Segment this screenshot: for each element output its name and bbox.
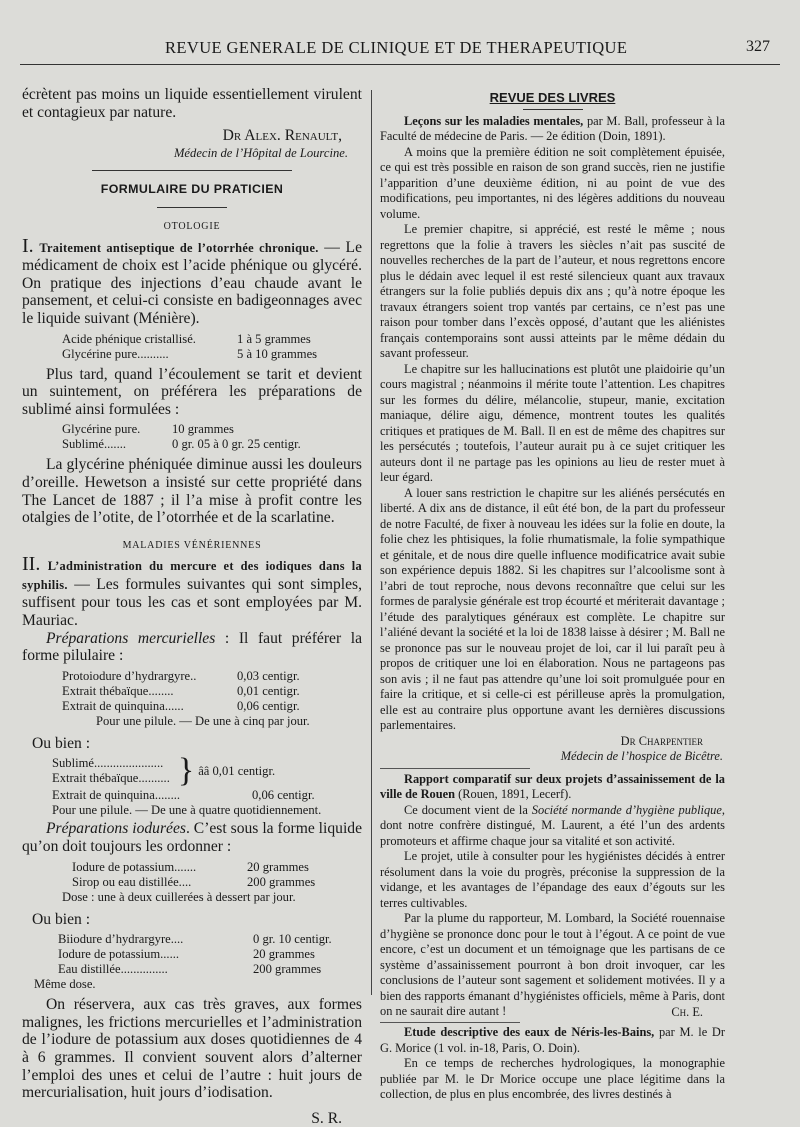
prescription-3: [62, 669, 362, 729]
prescription-1: [62, 332, 362, 362]
journal-title: REVUE GENERALE DE CLINIQUE ET DE THERAPEUTIQUE: [165, 38, 628, 57]
signature-che: Ch. E.: [671, 1004, 703, 1019]
prescription-row: Glycérine pure.......... 5 à 10 grammes: [62, 346, 318, 361]
mercurial-intro: Préparations mercurielles : Il faut préférer la forme pilulaire :: [22, 629, 362, 665]
prescription-4-brace: [22, 752, 362, 790]
book-1-paragraph: Le premier chapitre, si apprécié, est resté le même ; nous regrettons que la folie à travers les siècles n’ait pas suscité de nouvelles recherches de la part de l’auteur, et nous regrettons encore plus le dédain avec lequel il est resté silencieux quant aux travaux étrangers sur la folie publiés depuis dix ans ; qu’à notre époque les travaux étrangers soient trop vantés par certains, ce n’est pas une raison pour tomber dans l’excès opposé, d’autant que les aliénistes français contemporains sont aussi atteints par le même dédain du savant professeur.: [380, 222, 725, 360]
column-divider: [371, 90, 372, 995]
prescription-row: Extrait thébaïque........ 0,01 centigr.: [62, 683, 300, 698]
book-1-reference: Leçons sur les maladies mentales, par M. Ball, professeur à la Faculté de médecine de Paris. — 2e édition (Doin, 1891).: [380, 113, 725, 143]
section-2-title: L’administration du mercure et des iodiques dans la syphilis.: [22, 559, 362, 592]
book-2-paragraph: Ce document vient de la Société normande d’hygiène publique, dont notre confrère distingué, M. Laurent, a été l’un des ardents promoteurs et affirme chaque jour sa vitalité et son activité.: [380, 802, 725, 848]
book-1-paragraph: A louer sans restriction le chapitre sur les aliénés persécutés en liberté. A dix ans de distance, il eût été bon, de la part du professeur de notre Faculté, de fixer à nouveau les idées sur la folie en doute, la folie chez les phtisiques, la folie rhumatismale, la folie sympathique et génitale, et de nous dire quelle influence modificatrice avait subie son expérience depuis 1882. Si les chapitres sur l’alcoolisme sont à l’abri de tout reproche, nous devons reconnaître que celui sur les formes de paralysie générale est trop écourté et mériterait davantage ; l’étude des paralytiques généraux est complète. Le chapitre sur l’aliéné devant la société et la loi de 1838 laisse à désirer ; M. Ball ne se prononce pas sur le nouveau projet de loi, car il lui paraît peu à propos de critiquer une loi en élaboration. Nous ne partageons pas son avis ; il ne faut pas attendre qu’une loi soit promulguée pour en faire la critique, et si celle-ci est périlleuse après la promulgation, elle est au contraire plus opportune avant les dernières discussions parlementaires.: [380, 485, 725, 732]
section-1-title: Traitement antiseptique de l’otorrhée chronique.: [39, 240, 319, 255]
section-2-paragraph: II. L’administration du mercure et des iodiques dans la syphilis. — Les formules suivantes qui sont simples, suffisent pour tous les cas et sont employées par M. Mauriac.: [22, 553, 362, 630]
heading-underline: [523, 109, 583, 110]
book-2-title: Rapport comparatif sur deux projets d’assainissement de la ville de Rouen: [380, 771, 725, 801]
book-3-paragraph: En ce temps de recherches hydrologiques, la monographie publiée par M. le Dr Morice occupe une place légitime dans la collection, de plus en plus encombrée, des livres destinés à: [380, 1056, 725, 1101]
prescription-note: Même dose.: [34, 977, 96, 992]
iodide-intro: Préparations iodurées. C’est sous la forme liquide qu’on doit toujours les ordonner :: [22, 820, 362, 856]
review-separator: [380, 1022, 520, 1023]
prescription-note: Pour une pilule. — De une à quatre quotidiennement.: [52, 803, 322, 818]
heading-underline: [157, 207, 227, 208]
prescription-row: Iodure de potassium...... 20 grammes: [58, 947, 315, 962]
prescription-row: Sublimé....... 0 gr. 05 à 0 gr. 25 centigr.: [62, 437, 301, 452]
maladies-subheading: MALADIES VÉNÉRIENNES: [122, 539, 262, 551]
final-paragraph: On réservera, aux cas très graves, aux formes malignes, les frictions mercurielles et l’administration de l’iodure de potassium aux doses quotidiennes de 4 à 6 grammes. Il convient souvent alors d’alterner l’emploi des unes et celui de l’autre : huit jours de mercurialisation, huit jours d’iodisation.: [22, 996, 362, 1102]
signature-renault-name: Dr Alex. Renault,: [222, 127, 342, 145]
plus-tard-paragraph: Plus tard, quand l’écoulement se tarit et devient un suintement, on préférera les préparations de sublimé ainsi formulées :: [22, 365, 362, 418]
signature-charpentier-name: Dr Charpentier: [620, 733, 703, 748]
left-column: [22, 86, 362, 1127]
running-header: [20, 34, 780, 65]
page-number: 327: [746, 38, 770, 55]
prescription-row: Eau distillée............... 200 grammes: [58, 962, 322, 977]
signature-sr: S. R.: [311, 1109, 342, 1127]
ou-bien-1: Ou bien :: [32, 734, 91, 752]
signature-renault-role: Médecin de l’Hôpital de Lourcine.: [173, 145, 348, 160]
glycerine-paragraph: La glycérine phéniquée diminue aussi les douleurs d’oreille. Hewetson a insisté sur cette propriété dans The Lancet de 1887 ; il l’a mise à profit contre les otalgies de l’otite, de l’otorrhée et de la scarlatine.: [22, 456, 362, 527]
book-1-paragraph: A moins que la première édition ne soit complètement épuisée, ce qui est très possible en raison de son grand succès, rien ne justifie l’apparition d’une deuxième édition, ni au point de vue des modifications, peu importantes, ni des légères additions du nouveau volume.: [380, 144, 725, 221]
book-2-paragraph: Par la plume du rapporteur, M. Lombard, la Société rouennaise d’hygiène se prononce donc pour le tout à l’égout. A ce point de vue encore, c’est un document et un témoignage que les partisans de ce système d’assainissement pourront à bon droit invoquer, car les conclusions de l’auteur sont sagement et solidement motivées. Il y a bien des rapports émanant d’hygiénistes officiels, même à Paris, dont on ne saurait dire autant !: [380, 911, 725, 1018]
prescription-row: Biiodure d’hydrargyre.... 0 gr. 10 centigr.: [58, 932, 332, 947]
prescription-dose: ââ 0,01 centigr.: [198, 763, 276, 778]
prescription-item: Extrait thébaïque..........: [52, 771, 170, 786]
book-2-reference: Rapport comparatif sur deux projets d’assainissement de la ville de Rouen (Rouen, 1891, Lecerf).: [380, 771, 725, 801]
curly-brace-icon: }: [177, 752, 195, 790]
prescription-6: [34, 932, 362, 992]
prescription-row: Extrait de quinquina........ 0,06 centigr.: [52, 788, 315, 803]
signature-charpentier-role: Médecin de l’hospice de Bicêtre.: [560, 749, 723, 763]
book-1-paragraph: Le chapitre sur les hallucinations est plutôt une plaidoirie qu’un cours magistral ; néanmoins il mérite toute l’attention. Les chapitres sur les formes du délire, mélancolie, stupeur, manie, excitation maniaque, délire aigu, démence, montrent toutes les qualités critiques et pratiques de M. Ball. Il en est de même des chapitres sur les persécutés ; toutefois, l’auteur aurait pu à ce sujet critiquer les auteurs dont il ne partage pas les opinions au lieu de rester muet à leur égard.: [380, 361, 725, 484]
prescription-4: [52, 788, 362, 818]
otologie-subheading: OTOLOGIE: [163, 220, 221, 232]
book-3-reference: Etude descriptive des eaux de Néris-les-Bains, par M. le Dr G. Morice (1 vol. in-18, Paris, O. Doin).: [380, 1025, 726, 1055]
prescription-5: [62, 859, 362, 905]
prescription-row: Iodure de potassium....... 20 grammes: [72, 859, 309, 874]
prescription-row: Glycérine pure. 10 grammes: [62, 422, 234, 437]
prescription-note: Pour une pilule. — De une à cinq par jour.: [96, 713, 310, 728]
book-2-paragraph: Le projet, utile à consulter pour les hygiénistes décidés à entrer résolument dans la voie du progrès, préconise la suppression de la vidange, et les avantages de l’épandage des eaux d’égouts sur les terres cultivables.: [380, 849, 725, 910]
prescription-row: Sirop ou eau distillée.... 200 grammes: [72, 874, 316, 889]
ou-bien-2: Ou bien :: [32, 910, 91, 928]
section-1-paragraph: I. Traitement antiseptique de l’otorrhée chronique. — Le médicament de choix est l’acide phénique ou glycéré. On pratique des injections d’eau chaude avant le pansement, et celui-ci consiste en badigeonnages avec le liquide suivant (Ménière).: [22, 234, 362, 327]
prescription-note: Dose : une à deux cuillerées à dessert par jour.: [62, 889, 296, 904]
prescription-row: Acide phénique cristallisé. 1 à 5 grammes: [62, 331, 311, 346]
section-separator: [92, 170, 292, 171]
formulaire-heading: FORMULAIRE DU PRATICIEN: [100, 182, 284, 197]
book-3-title: Etude descriptive des eaux de Néris-les-Bains,: [404, 1025, 655, 1039]
prescription-2: [62, 422, 362, 452]
right-column: [380, 86, 726, 1101]
review-separator: [380, 768, 530, 769]
prescription-row: Protoiodure d’hydrargyre.. 0,03 centigr.: [62, 668, 300, 683]
book-1-title: Leçons sur les maladies mentales,: [404, 113, 584, 128]
intro-paragraph: écrètent pas moins un liquide essentiellement virulent et contagieux par nature.: [22, 86, 362, 121]
prescription-row: Extrait de quinquina...... 0,06 centigr.: [62, 698, 300, 713]
prescription-item: Sublimé......................: [52, 756, 164, 771]
revue-des-livres-heading: REVUE DES LIVRES: [489, 90, 616, 105]
